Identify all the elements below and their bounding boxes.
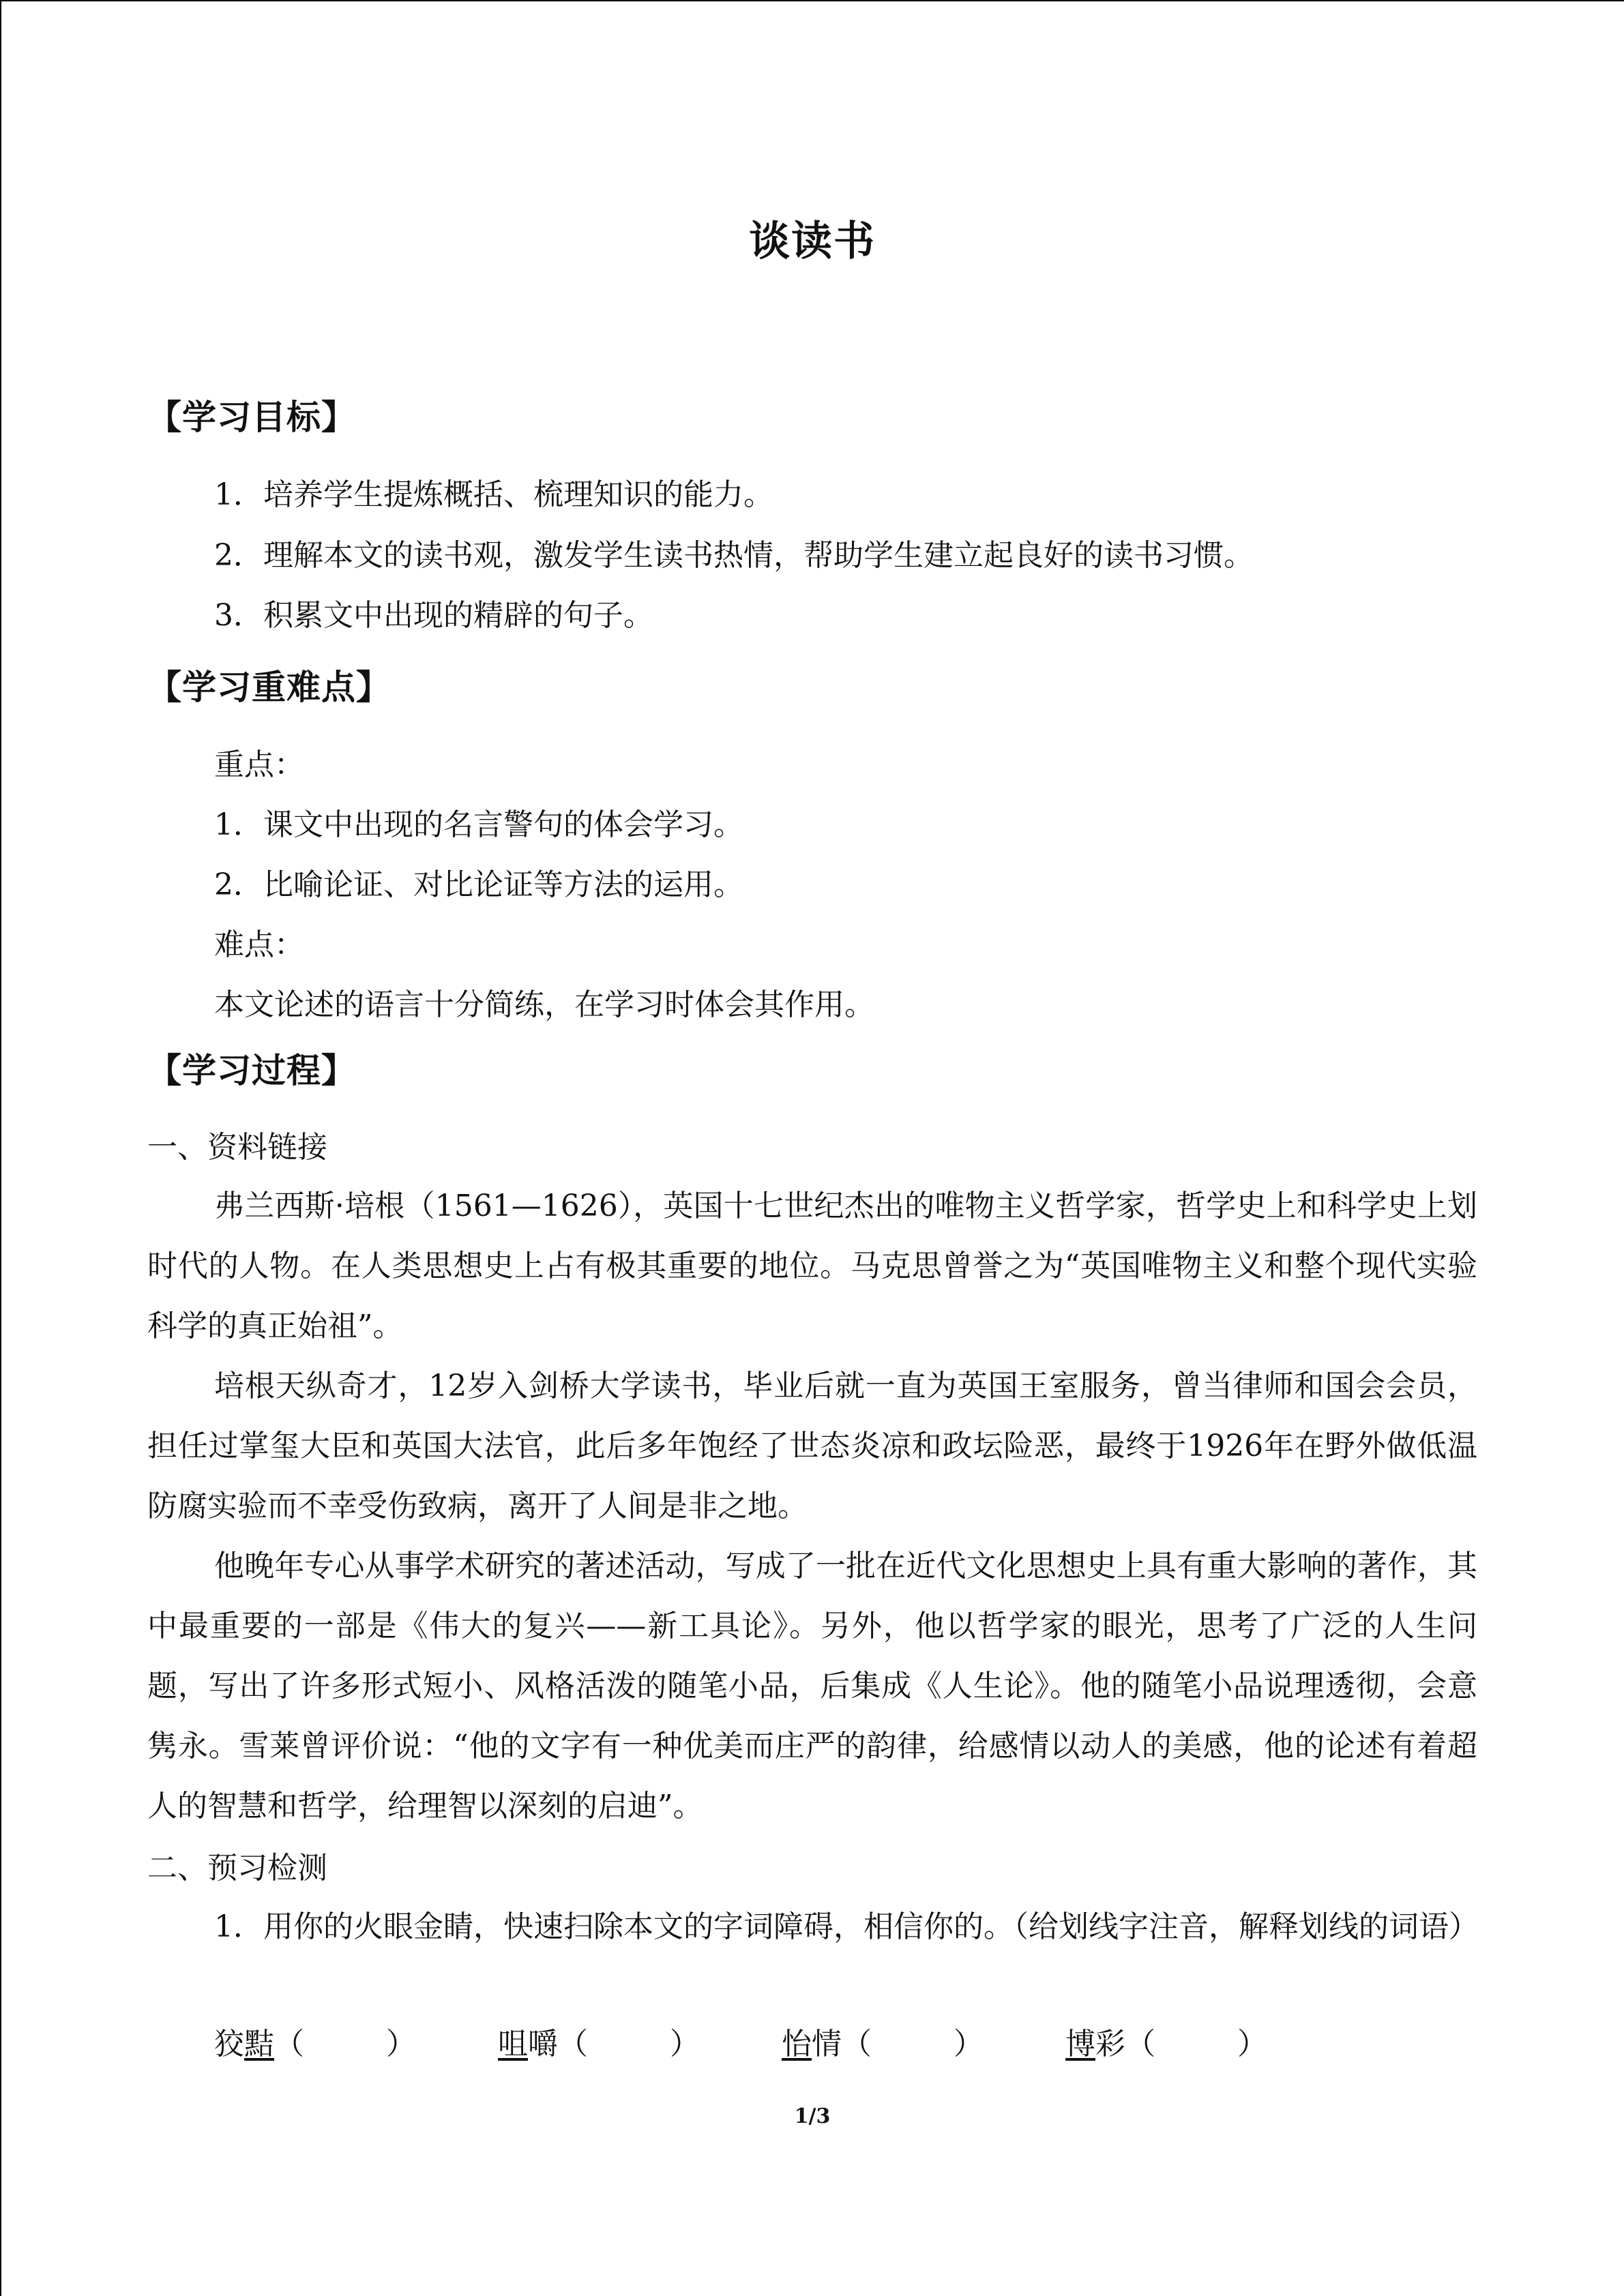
vocab-row [214, 2024, 1267, 2065]
vocab-item: 咀嚼（ ） [498, 2027, 700, 2061]
goal-item-2: 2．理解本文的读书观，激发学生读书热情，帮助学生建立起良好的读书习惯。 [214, 538, 1254, 573]
vocab-item: 博彩（ ） [1065, 2027, 1267, 2061]
heading-learning-goals: 【学习目标】 [147, 398, 356, 437]
part2-title: 二、预习检测 [147, 1851, 327, 1885]
bio-paragraph-2: 培根天纵奇才，12岁入剑桥大学读书，毕业后就一直为英国王室服务，曾当律师和国会会员，担任过掌玺大臣和英国大法官，此后多年饱经了世态炎凉和政坛险恶，最终于1926年在野外做低温防腐实验而不幸受伤致病，离开了人间是非之地。 [147, 1369, 1477, 1523]
heading-learning-process: 【学习过程】 [147, 1051, 356, 1090]
bio-paragraph-1: 弗兰西斯·培根（1561—1626），英国十七世纪杰出的唯物主义哲学家，哲学史上和科学史上划时代的人物。在人类思想史上占有极其重要的地位。马克思曾誉之为“英国唯物主义和整个现代实验科学的真正始祖”。 [147, 1189, 1477, 1343]
focus-item-1: 1．课文中出现的名言警句的体会学习。 [214, 807, 743, 842]
difficulty-label: 难点： [214, 927, 304, 962]
goal-item-3: 3．积累文中出现的精辟的句子。 [214, 598, 653, 633]
focus-item-2: 2．比喻论证、对比论证等方法的运用。 [214, 867, 743, 902]
vocab-item: 狡黠（ ） [214, 2027, 416, 2061]
page-number: 1/3 [794, 2104, 831, 2128]
part1-title: 一、资料链接 [147, 1130, 327, 1165]
exercise-1-instruction: 1．用你的火眼金睛，快速扫除本文的字词障碍，相信你的。（给划线字注音，解释划线的词语） [214, 1909, 1479, 1944]
goal-item-1: 1．培养学生提炼概括、梳理知识的能力。 [214, 477, 773, 512]
vocab-item: 怡情（ ） [782, 2027, 984, 2061]
document-title: 谈读书 [749, 218, 876, 265]
focus-label: 重点： [214, 747, 304, 782]
difficulty-text: 本文论述的语言十分简练，在学习时体会其作用。 [214, 987, 874, 1022]
bio-paragraph-3: 他晚年专心从事学术研究的著述活动，写成了一批在近代文化思想史上具有重大影响的著作，其中最重要的一部是《伟大的复兴——新工具论》。另外，他以哲学家的眼光，思考了广泛的人生问题，写出了许多形式短小、风格活泼的随笔小品，后集成《人生论》。他的随笔小品说理透彻，会意隽永。雪莱曾评价说：“他的文字有一种优美而庄严的韵律，给感情以动人的美感，他的论述有着超人的智慧和哲学，给理智以深刻的启迪”。 [147, 1549, 1477, 1823]
heading-key-points: 【学习重难点】 [147, 668, 391, 707]
